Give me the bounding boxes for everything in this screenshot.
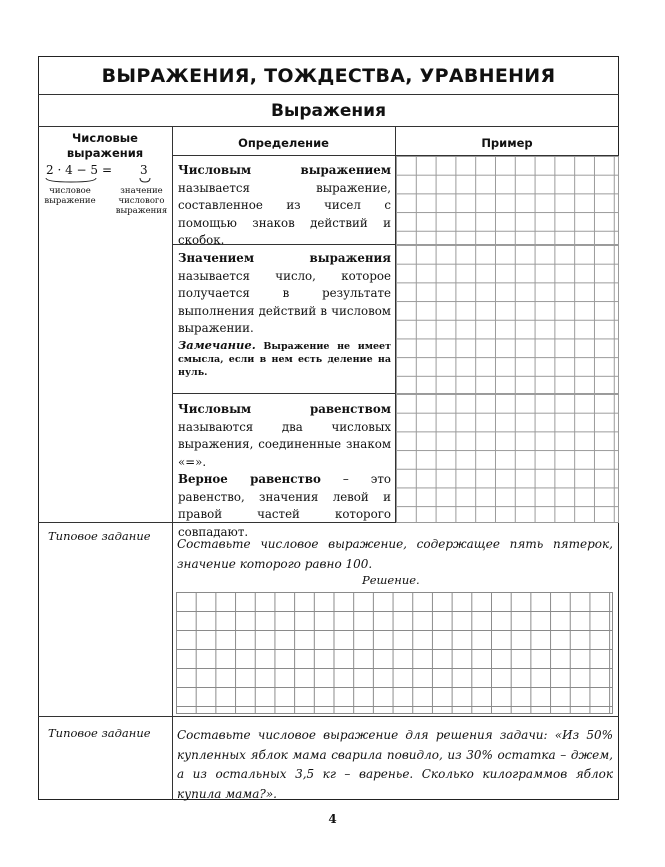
section-title: Выражения [271,101,386,121]
rule-left-column [172,126,173,800]
definition-2-note [178,339,391,379]
example-grid-1[interactable] [396,156,619,245]
definition-3b [178,471,391,541]
definition-3b-term: Верное равенство [178,472,321,486]
brace-marks [44,176,159,184]
definition-2-term: Значением выражения [178,251,391,265]
task-2-text: Составьте числовое выражение для решения задачи: «Из 50% купленных яблок мама сварила повидло, из 30% остатка – джем, а из остальных 3,5 кг – варенье. Сколько килограммов яблок купила мама?». [177,728,613,801]
example-grid-2[interactable] [396,245,619,394]
rule-below-subtitle [38,126,619,127]
expression-value: 3 [140,163,148,177]
example-header: Пример [481,136,533,150]
rule-before-task-2 [38,716,619,717]
definition-3b-text: – это равенство, значения левой и правой частей которого совпадают. [178,472,391,539]
task-2-label: Типовое задание [48,726,151,740]
definition-1 [178,162,391,250]
note-term: Замечание. [178,338,256,352]
task-1-label: Типовое задание [48,529,151,543]
expression-label: числовое выражение [44,186,96,206]
definition-3 [178,401,391,471]
definition-1-term: Числовым выражением [178,163,391,177]
definition-header: Определение [238,136,329,150]
rule-below-title [38,94,619,95]
definition-2 [178,250,391,338]
definition-3-term: Числовым равенством [178,402,391,416]
definition-3-text: называются два числовых выражения, соединенные знаком «=». [178,419,391,469]
left-column-heading: Числовые выражения [66,131,144,160]
note-text: Выражение не имеет смысла, если в нем есть деление на нуль. [178,341,391,378]
page-number: 4 [328,812,337,826]
example-grid-3[interactable] [396,394,619,523]
page-title: ВЫРАЖЕНИЯ, ТОЖДЕСТВА, УРАВНЕНИЯ [101,65,556,87]
value-label: значение числового выражения [115,186,168,216]
expression-example [46,163,98,177]
task-1-text: Составьте числовое выражение, содержащее пять пятерок, значение которого равно 100. [177,537,613,571]
definition-2-text: называется число, которое получается в результате выполнения действий в числовом выражении. [178,268,391,335]
solution-label: Решение. [362,573,420,587]
expression: 2 · 4 − 5 [46,163,99,177]
definition-1-text: называется выражение, составленное из чисел с помощью знаков действий и скобок. [178,180,391,247]
equals-sign: = [102,163,113,177]
solution-grid[interactable] [176,592,613,714]
